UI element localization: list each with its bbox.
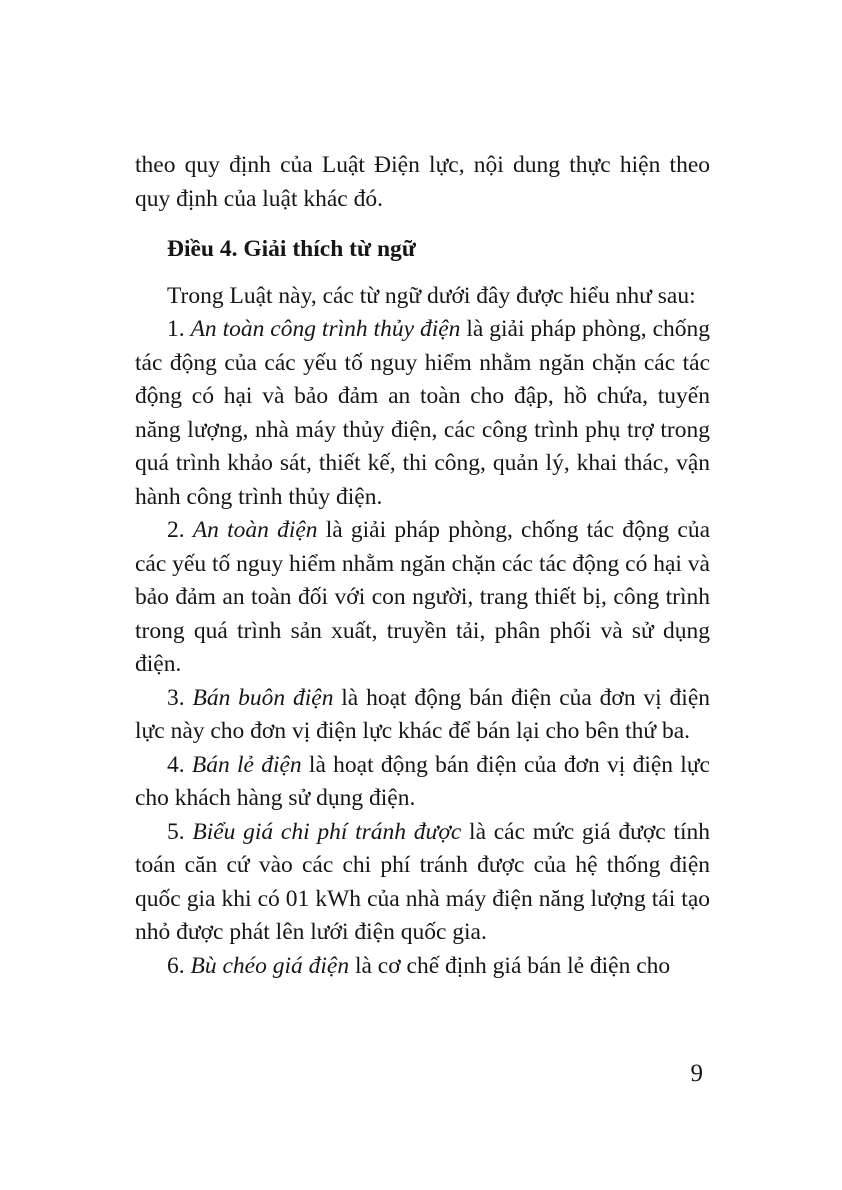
text-segment: An toàn công trình thủy điện [190,316,461,342]
paragraph [135,950,710,984]
text-segment: 4. [167,751,192,778]
text-segment: theo quy định của Luật Điện lực, nội dung thực hiện theo quy định của luật khác đó. [135,152,710,212]
text-segment: Bán buôn điện [192,684,334,711]
text-segment: Điều 4. Giải thích từ ngữ [167,236,416,262]
text-segment: Trong Luật này, các từ ngữ dưới đây được hiểu như sau: [167,282,696,309]
text-segment: 6. [167,952,191,979]
paragraph [135,149,710,216]
text-segment: 1. [167,316,191,342]
text-segment: là cơ chế định giá bán lẻ điện cho [349,952,671,979]
paragraph [135,816,710,950]
section-heading [135,233,710,267]
paragraph [135,682,710,749]
paragraph [135,280,710,314]
text-segment: 5. [167,818,193,845]
text-segment: Biểu giá chi phí tránh được [192,818,462,845]
text-segment: là giải pháp phòng, chống tác động của các yếu tố nguy hiểm nhằm ngăn chặn các tác động có hại và bảo đảm an toàn đối với con người, trang thiết bị, công trình trong quá trình sản xuất, truyền tải, phân phối và sử dụng điện. [135,517,711,677]
text-segment: An toàn điện [192,517,318,543]
paragraph [135,749,710,816]
text-segment: Bù chéo giá điện [190,952,350,979]
text-segment: 3. [167,684,193,711]
paragraph [135,514,710,682]
text-segment: là các mức giá được tính toán căn cứ vào các chi phí tránh được của hệ thống điện quốc gia khi có 01 kWh của nhà máy điện năng lượng tái tạo nhỏ được phát lên lưới điện quốc gia. [135,818,711,945]
text-segment: là hoạt động bán điện của đơn vị điện lực cho khách hàng sử dụng điện. [135,751,710,811]
paragraph [135,313,710,514]
text-segment: Bán lẻ điện [191,751,302,778]
text-content [135,149,710,983]
text-segment: 2. [167,517,193,543]
text-segment: là hoạt động bán điện của đơn vị điện lực này cho đơn vị điện lực khác để bán lại cho bên thứ ba. [135,684,711,744]
text-segment: là giải pháp phòng, chống tác động của các yếu tố nguy hiểm nhằm ngăn chặn các tác động có hại và bảo đảm an toàn cho đập, hồ chứa, tuyến năng lượng, nhà máy thủy điện, các công trình phụ trợ trong quá trình khảo sát, thiết kế, thi công, quản lý, khai thác, vận hành công trình thủy điện. [135,316,711,510]
page-number: 9 [690,1060,703,1087]
